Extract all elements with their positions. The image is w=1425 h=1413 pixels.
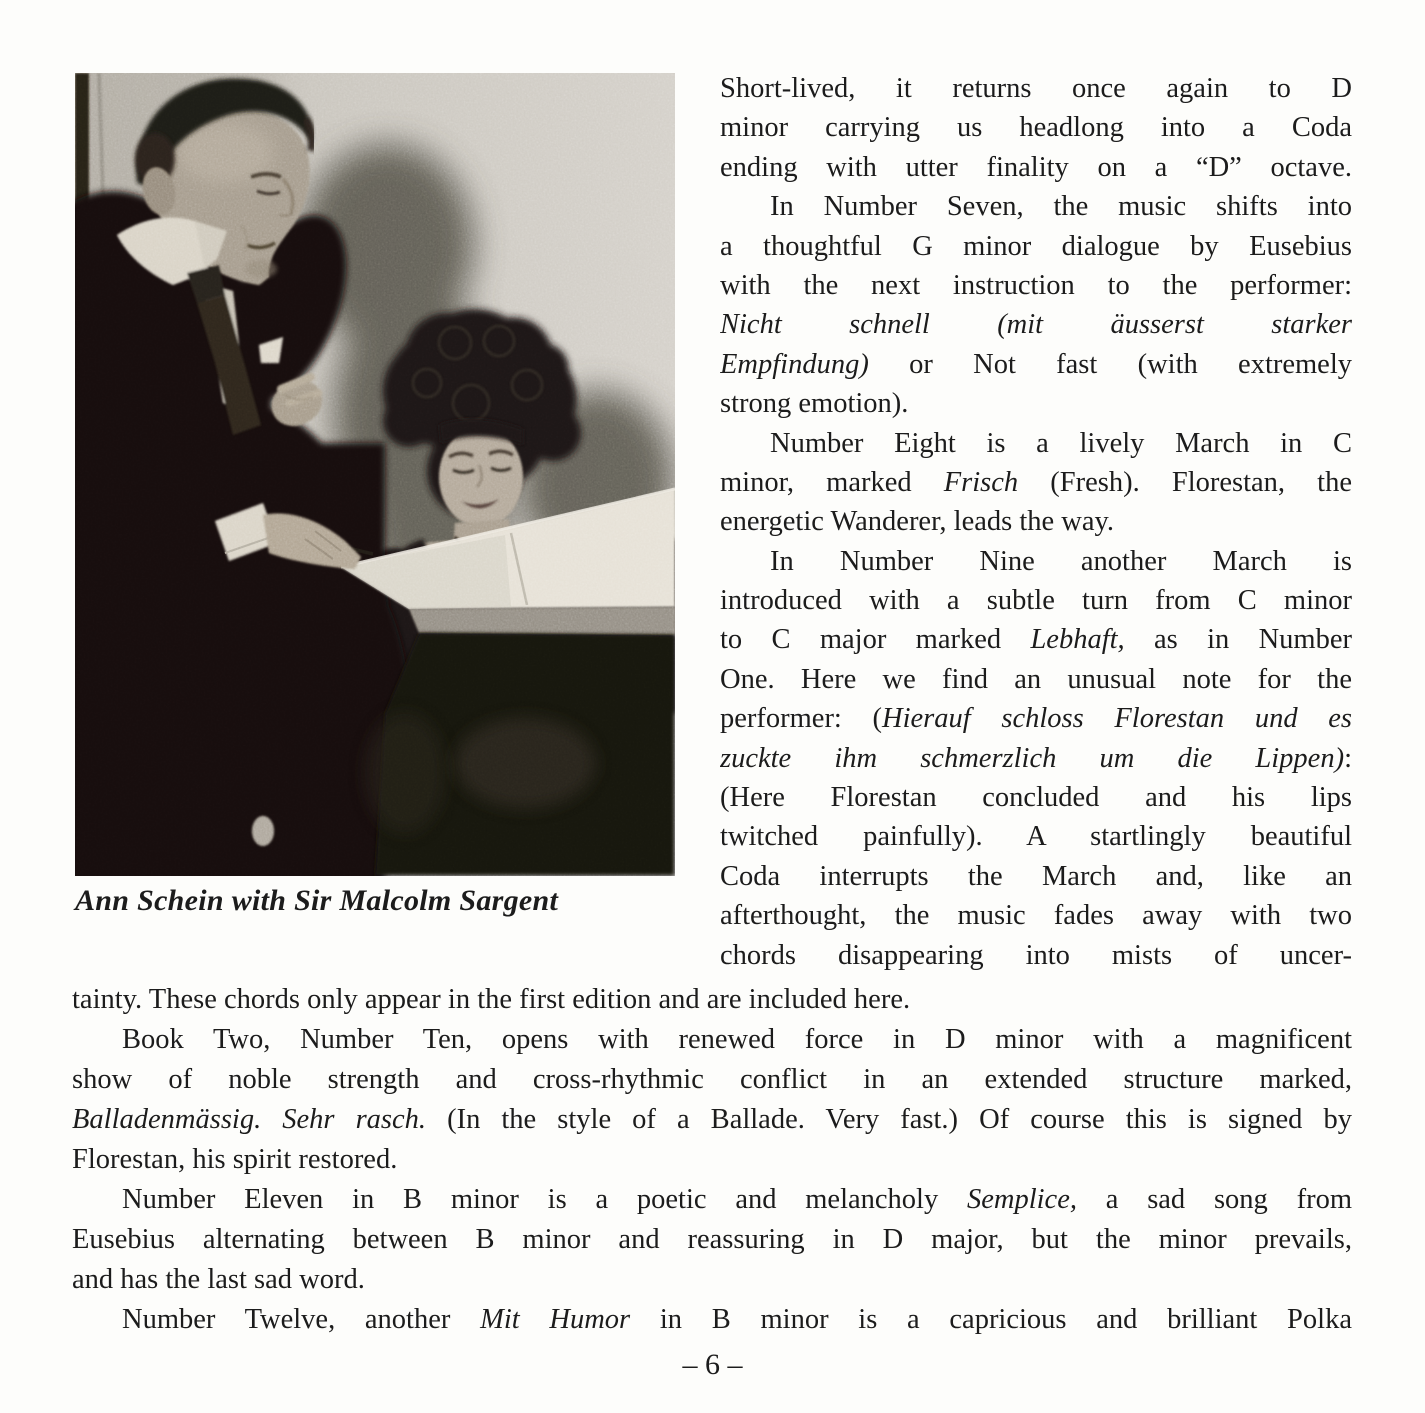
text-line: to C major marked Lebhaft, as in Number	[720, 624, 1352, 656]
text-line: strong emotion).	[720, 388, 909, 420]
photo-ann-schein-with-malcolm-sargent	[75, 73, 675, 876]
text-line: Number Eight is a lively March in C	[770, 427, 1352, 459]
photo-illustration	[75, 73, 675, 876]
text-line: introduced with a subtle turn from C minor	[720, 585, 1352, 617]
text-line: chords disappearing into mists of uncer-	[720, 939, 1352, 971]
text-line: ending with utter finality on a “D” octave.	[720, 151, 1352, 183]
text-line: twitched painfully). A startlingly beautiful	[720, 821, 1352, 853]
text-line: One. Here we find an unusual note for the	[720, 663, 1352, 695]
text-line: In Number Nine another March is	[770, 545, 1352, 577]
text-line: Balladenmässig. Sehr rasch. (In the style of a Ballade. Very fast.) Of course this is signed by	[72, 1104, 1352, 1135]
text-line: Coda interrupts the March and, like an	[720, 860, 1352, 892]
text-line: Number Twelve, another Mit Humor in B minor is a capricious and brilliant Polka	[122, 1304, 1352, 1335]
text-line: Number Eleven in B minor is a poetic and melancholy Semplice, a sad song from	[122, 1184, 1352, 1215]
text-line: Short-lived, it returns once again to D	[720, 73, 1352, 104]
text-line: minor, marked Frisch (Fresh). Florestan, the	[720, 466, 1352, 498]
text-line: Book Two, Number Ten, opens with renewed force in D minor with a magnificent	[122, 1024, 1352, 1055]
text-line: Eusebius alternating between B minor and reassuring in D major, but the minor prevails,	[72, 1224, 1352, 1255]
text-line: with the next instruction to the performer:	[720, 269, 1352, 301]
text-line: Empfindung) or Not fast (with extremely	[720, 348, 1352, 380]
text-line: In Number Seven, the music shifts into	[770, 191, 1352, 223]
text-line: show of noble strength and cross-rhythmic conflict in an extended structure marked,	[72, 1064, 1352, 1095]
text-line: tainty. These chords only appear in the first edition and are included here.	[72, 984, 911, 1015]
full-width-text-block	[72, 980, 1352, 1340]
text-line: performer: (Hierauf schloss Florestan und es	[720, 703, 1352, 735]
text-line: Nicht schnell (mit äusserst starker	[720, 309, 1352, 341]
text-line: Florestan, his spirit restored.	[72, 1144, 398, 1175]
column-text-block	[720, 69, 1352, 975]
text-line: zuckte ihm schmerzlich um die Lippen):	[720, 742, 1352, 774]
text-line: and has the last sad word.	[72, 1264, 365, 1295]
page-number: – 6 –	[682, 1348, 743, 1381]
text-line: (Here Florestan concluded and his lips	[720, 782, 1352, 814]
text-line: a thoughtful G minor dialogue by Eusebius	[720, 230, 1352, 262]
text-line: minor carrying us headlong into a Coda	[720, 112, 1352, 144]
photo-caption: Ann Schein with Sir Malcolm Sargent	[75, 884, 559, 917]
text-line: afterthought, the music fades away with two	[720, 900, 1352, 932]
photo-grain-overlay	[75, 73, 675, 876]
text-line: energetic Wanderer, leads the way.	[720, 506, 1115, 538]
